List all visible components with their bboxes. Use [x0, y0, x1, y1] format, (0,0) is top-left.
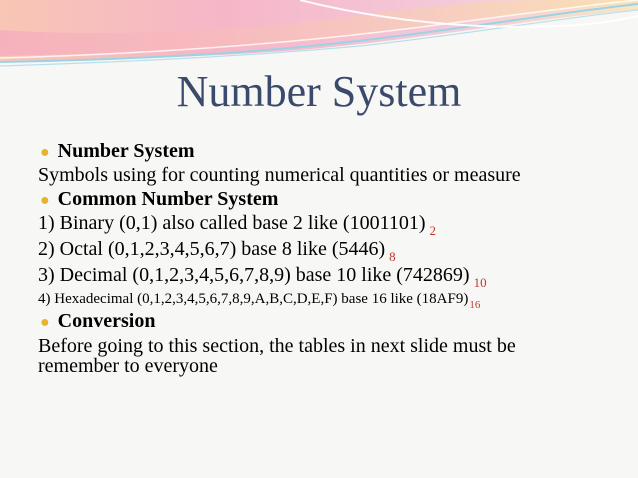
hexadecimal-line — [38, 291, 480, 311]
bullet-heading: Number System — [57, 140, 195, 162]
bullet-conversion — [40, 310, 155, 333]
conversion-note — [38, 336, 516, 376]
bullet-common-number-system — [40, 188, 278, 211]
bullet-heading: Conversion — [57, 310, 156, 332]
decimal-line — [38, 264, 487, 291]
bullet-number-system — [40, 140, 195, 163]
definition-text: Symbols using for counting numerical quantities or measure — [38, 164, 521, 186]
conversion-note-line: Before going to this section, the tables in next slide must be — [38, 335, 516, 357]
decimal-text: 3) Decimal (0,1,2,3,4,5,6,7,8,9) base 10 like (742869) — [38, 264, 470, 286]
decimal-base: 10 — [473, 275, 487, 290]
octal-base: 8 — [389, 249, 396, 264]
bullet-heading: Common Number System — [57, 188, 279, 210]
binary-line — [38, 212, 436, 239]
octal-text: 2) Octal (0,1,2,3,4,5,6,7) base 8 like (5446) — [38, 238, 386, 260]
hexadecimal-base: 16 — [469, 299, 481, 311]
conversion-note-line: remember to everyone — [38, 355, 218, 377]
bullet-dot-icon: ● — [40, 314, 50, 331]
binary-text: 1) Binary (0,1) also called base 2 like (1001101) — [38, 212, 426, 234]
bullet-dot-icon: ● — [40, 192, 50, 209]
binary-base: 2 — [429, 223, 436, 238]
octal-line — [38, 238, 396, 265]
slide-title: Number System — [176, 67, 462, 116]
hexadecimal-text: 4) Hexadecimal (0,1,2,3,4,5,6,7,8,9,A,B,C,D,E,F) base 16 like (18AF9) — [38, 291, 469, 307]
bullet-dot-icon: ● — [40, 144, 50, 161]
